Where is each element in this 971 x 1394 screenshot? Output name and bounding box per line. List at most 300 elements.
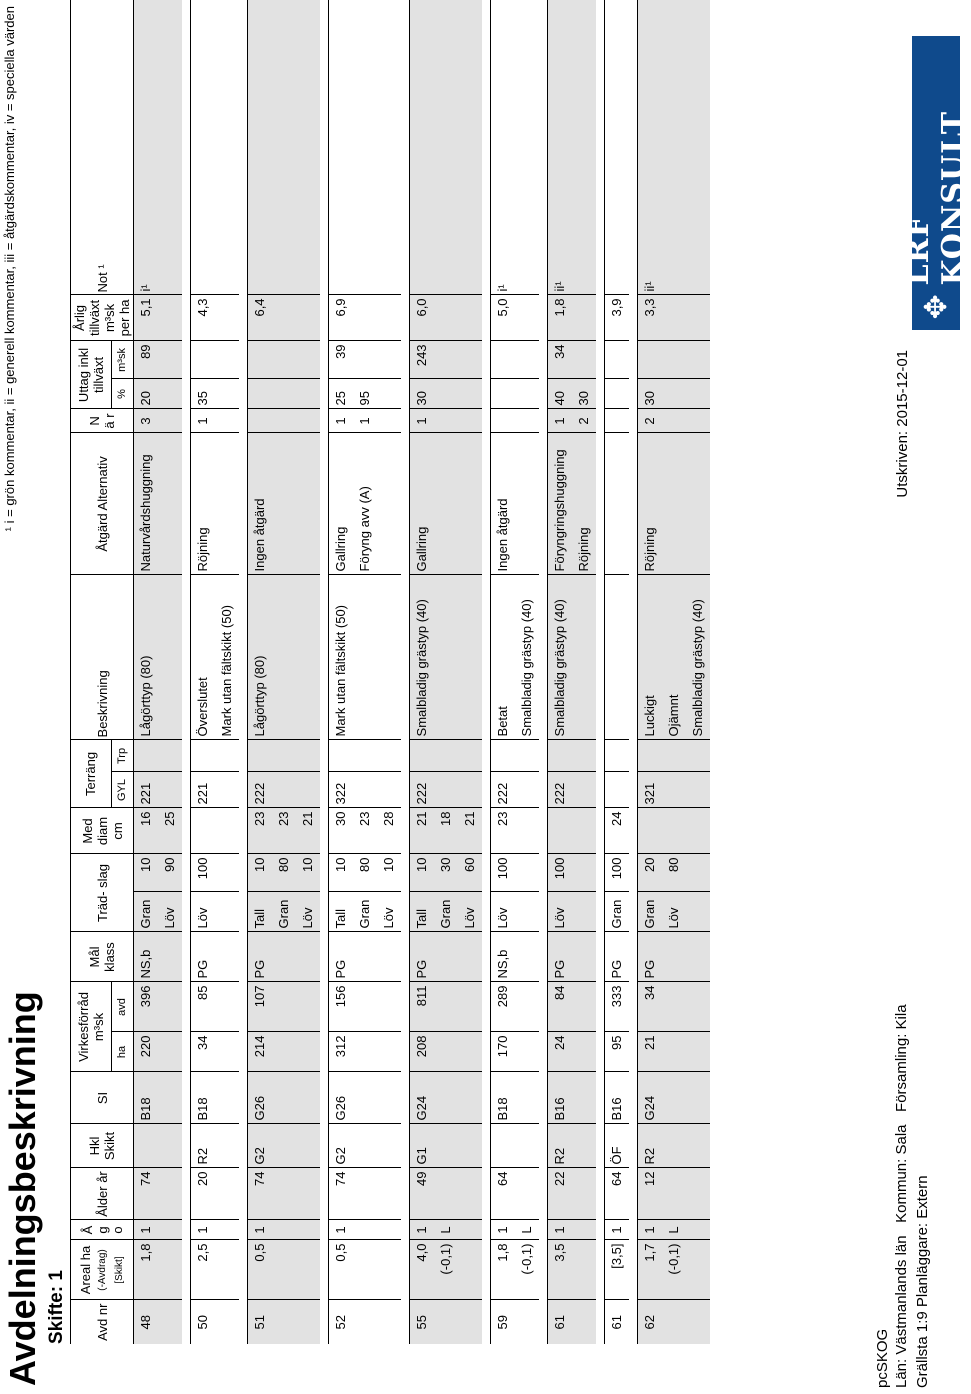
table-cell <box>410 740 435 772</box>
table-cell: Löv <box>458 892 482 932</box>
table-cell <box>458 433 482 575</box>
table-cell <box>191 341 216 379</box>
table-cell: Gran <box>272 892 296 932</box>
table-cell: 48 <box>134 1300 159 1344</box>
table-cell <box>296 932 320 982</box>
table-cell: Lågörttyp (80) <box>248 575 273 740</box>
table-cell <box>272 1240 296 1300</box>
table-cell: 49 <box>410 1168 435 1220</box>
table-body <box>134 0 711 1344</box>
table-cell <box>296 1240 320 1300</box>
table-cell <box>377 379 401 409</box>
table-row <box>434 0 458 1344</box>
col-virkesforrad: Virkesförråd m³sk <box>71 982 112 1072</box>
table-cell <box>662 1124 686 1168</box>
table-cell: Röjning <box>638 433 663 575</box>
table-cell: Mark utan fältskikt (50) <box>215 575 239 740</box>
table-cell <box>605 575 630 740</box>
table-cell <box>272 1124 296 1168</box>
table-cell <box>353 740 377 772</box>
table-cell <box>662 1072 686 1124</box>
table-cell: Gran <box>605 892 630 932</box>
table-cell: 10 <box>134 854 159 892</box>
table-cell: i¹ <box>491 0 516 295</box>
table-cell: 34 <box>191 1032 216 1072</box>
col-uttag: Uttag inkl tillväxt <box>71 341 112 409</box>
table-cell: PG <box>329 932 354 982</box>
table-cell <box>377 1124 401 1168</box>
col-avd-nr: Avd nr <box>71 1300 134 1344</box>
table-cell <box>515 982 539 1032</box>
table-cell: 289 <box>491 982 516 1032</box>
table-cell <box>458 341 482 379</box>
table-cell: B18 <box>491 1072 516 1124</box>
table-cell: 50 <box>191 1300 216 1344</box>
table-cell <box>410 0 435 295</box>
table-cell <box>329 0 354 295</box>
col-beskrivning: Beskrivning <box>71 575 134 740</box>
table-cell <box>458 0 482 295</box>
col-trp: Trp <box>111 740 133 772</box>
property-line: Grällsta 1:9 Planläggare: Extern <box>914 1175 931 1388</box>
table-cell: 6,0 <box>410 295 435 341</box>
table-row <box>491 0 516 1344</box>
table-cell: R2 <box>191 1124 216 1168</box>
table-cell <box>605 740 630 772</box>
col-arlig-tillvaxt: Årlig tillväxt m³sk per ha <box>71 295 134 341</box>
table-cell: i¹ <box>134 0 159 295</box>
col-malklass: Mål klass <box>71 932 134 982</box>
table-cell: 20 <box>134 379 159 409</box>
table-cell: 84 <box>548 982 573 1032</box>
skifte-label: Skifte: 1 <box>46 1270 67 1344</box>
col-not: Not ¹ <box>71 0 134 295</box>
table-cell <box>296 409 320 433</box>
table-row <box>377 0 401 1344</box>
table-cell: 1 <box>410 1220 435 1240</box>
table-cell: 220 <box>134 1032 159 1072</box>
table-cell <box>377 982 401 1032</box>
table-cell: 34 <box>548 341 573 379</box>
table-cell <box>158 379 182 409</box>
table-cell <box>272 433 296 575</box>
table-cell <box>515 295 539 341</box>
table-cell <box>686 0 710 295</box>
spacer-cell <box>182 0 191 1344</box>
table-cell <box>572 1168 596 1220</box>
table-cell <box>515 341 539 379</box>
table-cell: 95 <box>605 1032 630 1072</box>
table-cell <box>686 982 710 1032</box>
table-cell: PG <box>548 932 573 982</box>
table-cell <box>458 772 482 808</box>
col-atgard: Åtgärd Alternativ <box>71 433 134 575</box>
table-cell <box>515 932 539 982</box>
row-spacer <box>596 0 605 1344</box>
table-cell: 100 <box>548 854 573 892</box>
table-cell: 23 <box>353 808 377 854</box>
table-cell: Tall <box>329 892 354 932</box>
table-cell <box>434 740 458 772</box>
table-cell <box>272 1220 296 1240</box>
table-cell <box>686 433 710 575</box>
table-row <box>215 0 239 1344</box>
table-cell <box>491 409 516 433</box>
table-cell <box>158 772 182 808</box>
table-cell: 23 <box>248 808 273 854</box>
table-cell <box>434 1032 458 1072</box>
table-cell <box>458 982 482 1032</box>
table-cell <box>158 409 182 433</box>
table-cell: 21 <box>458 808 482 854</box>
table-cell: Tall <box>248 892 273 932</box>
table-cell <box>686 932 710 982</box>
table-cell: G24 <box>638 1072 663 1124</box>
table-cell <box>272 932 296 982</box>
table-cell: Luckigt <box>638 575 663 740</box>
table-cell <box>662 1168 686 1220</box>
table-cell: 222 <box>248 772 273 808</box>
table-cell <box>515 1072 539 1124</box>
table-row <box>329 0 354 1344</box>
col-med-diam: Med diam cm <box>71 808 134 854</box>
spacer-cell <box>401 0 410 1344</box>
table-cell <box>215 433 239 575</box>
table-cell <box>215 740 239 772</box>
table-cell <box>515 808 539 854</box>
table-cell: Överslutet <box>191 575 216 740</box>
table-cell <box>572 1220 596 1240</box>
table-cell: G1 <box>410 1124 435 1168</box>
table-cell <box>377 1032 401 1072</box>
table-row <box>572 0 596 1344</box>
table-cell <box>515 433 539 575</box>
table-cell <box>572 341 596 379</box>
table-cell: 30 <box>572 379 596 409</box>
table-cell: 1 <box>605 1220 630 1240</box>
table-cell: 74 <box>134 1168 159 1220</box>
table-cell <box>215 1072 239 1124</box>
table-cell: 322 <box>329 772 354 808</box>
table-cell <box>158 982 182 1032</box>
table-cell: 0,5 <box>329 1240 354 1300</box>
table-cell: 85 <box>191 982 216 1032</box>
table-cell: 1 <box>329 409 354 433</box>
table-cell: PG <box>191 932 216 982</box>
spacer-cell <box>482 0 491 1344</box>
table-cell: 221 <box>191 772 216 808</box>
table-cell <box>272 772 296 808</box>
table-cell <box>215 409 239 433</box>
table-cell: 61 <box>605 1300 630 1344</box>
table-header <box>71 0 134 1344</box>
table-cell: Mark utan fältskikt (50) <box>329 575 354 740</box>
table-cell: G26 <box>248 1072 273 1124</box>
table-cell <box>434 1300 458 1344</box>
table-cell <box>377 295 401 341</box>
table-cell <box>215 932 239 982</box>
table-cell <box>353 0 377 295</box>
table-cell <box>215 982 239 1032</box>
table-row <box>191 0 216 1344</box>
table-cell: Gran <box>353 892 377 932</box>
table-cell: 80 <box>662 854 686 892</box>
table-cell: 23 <box>272 808 296 854</box>
table-cell <box>377 1072 401 1124</box>
table-cell <box>353 295 377 341</box>
table-cell: 1 <box>191 409 216 433</box>
table-cell: 90 <box>158 854 182 892</box>
table-cell <box>662 932 686 982</box>
table-cell: 18 <box>434 808 458 854</box>
table-cell <box>296 982 320 1032</box>
row-spacer <box>482 0 491 1344</box>
col-nar: N ä r <box>71 409 134 433</box>
logo-diamond-icon: ✥ <box>919 294 953 320</box>
stand-table <box>70 0 710 1344</box>
table-cell <box>434 1072 458 1124</box>
table-cell: 1 <box>548 409 573 433</box>
table-cell: 62 <box>638 1300 663 1344</box>
row-spacer <box>239 0 248 1344</box>
table-cell <box>605 379 630 409</box>
table-cell <box>377 1220 401 1240</box>
table-cell <box>572 575 596 740</box>
table-cell <box>272 1300 296 1344</box>
table-cell <box>434 295 458 341</box>
forsamling-label: Församling: Kila <box>893 1004 910 1112</box>
table-cell <box>353 1240 377 1300</box>
table-cell <box>605 0 630 295</box>
table-cell <box>662 433 686 575</box>
table-cell <box>434 1168 458 1220</box>
table-cell: (-0,1) <box>434 1240 458 1300</box>
table-cell: Gran <box>638 892 663 932</box>
table-row <box>662 0 686 1344</box>
table-cell: 10 <box>248 854 273 892</box>
table-row <box>296 0 320 1344</box>
table-cell: 100 <box>191 854 216 892</box>
table-cell <box>296 1300 320 1344</box>
col-areal <box>71 1240 134 1300</box>
table-cell: 107 <box>248 982 273 1032</box>
table-cell: 1,7 <box>638 1240 663 1300</box>
table-cell <box>515 1124 539 1168</box>
table-cell: 321 <box>638 772 663 808</box>
table-cell <box>686 1168 710 1220</box>
table-cell <box>638 740 663 772</box>
col-vf-ha: ha <box>111 1032 133 1072</box>
col-ago: Å g o <box>71 1220 134 1240</box>
table-cell <box>434 1124 458 1168</box>
footnote-legend: ¹ i = grön kommentar, ii = generell kommentar, iii = åtgärdskommentar, iv = speciella värden <box>2 6 17 532</box>
table-cell: 30 <box>638 379 663 409</box>
table-cell <box>548 740 573 772</box>
table-cell: 208 <box>410 1032 435 1072</box>
table-cell: 312 <box>329 1032 354 1072</box>
table-cell: 64 <box>605 1168 630 1220</box>
table-cell: 6,9 <box>329 295 354 341</box>
table-cell <box>377 740 401 772</box>
table-cell <box>215 0 239 295</box>
table-cell: Smalbladig grästyp (40) <box>548 575 573 740</box>
table-cell <box>272 1072 296 1124</box>
table-cell: 30 <box>410 379 435 409</box>
table-cell <box>662 740 686 772</box>
table-cell: 1 <box>410 409 435 433</box>
table-cell <box>158 1072 182 1124</box>
table-cell: 95 <box>353 379 377 409</box>
table-cell: L <box>434 1220 458 1240</box>
table-cell: 22 <box>548 1168 573 1220</box>
areal-sub-label: (-Avdrag) [Skikt] <box>96 1249 125 1291</box>
table-cell <box>548 808 573 854</box>
table-cell: 64 <box>491 1168 516 1220</box>
table-cell: 25 <box>158 808 182 854</box>
table-cell: 10 <box>377 854 401 892</box>
table-cell: 74 <box>248 1168 273 1220</box>
table-cell <box>458 295 482 341</box>
table-cell <box>638 808 663 854</box>
table-cell <box>572 982 596 1032</box>
table-cell <box>377 772 401 808</box>
table-cell <box>458 1072 482 1124</box>
table-cell <box>296 1168 320 1220</box>
table-cell <box>377 932 401 982</box>
table-cell <box>353 772 377 808</box>
table-cell <box>662 1300 686 1344</box>
table-cell <box>686 379 710 409</box>
table-cell <box>686 1032 710 1072</box>
table-cell <box>158 341 182 379</box>
table-cell: 5,0 <box>491 295 516 341</box>
table-cell <box>191 740 216 772</box>
table-cell <box>458 1240 482 1300</box>
table-cell <box>158 575 182 740</box>
table-cell <box>434 379 458 409</box>
table-cell: 1,8 <box>548 295 573 341</box>
table-cell <box>458 1220 482 1240</box>
table-row <box>638 0 663 1344</box>
table-cell: G2 <box>248 1124 273 1168</box>
table-cell <box>686 808 710 854</box>
table-cell: 10 <box>296 854 320 892</box>
table-cell <box>272 1168 296 1220</box>
table-cell <box>458 409 482 433</box>
spacer-cell <box>320 0 329 1344</box>
row-spacer <box>401 0 410 1344</box>
table-cell: PG <box>410 932 435 982</box>
table-cell: PG <box>248 932 273 982</box>
table-cell: 24 <box>548 1032 573 1072</box>
table-cell <box>458 575 482 740</box>
table-cell: 1,8 <box>491 1240 516 1300</box>
row-spacer <box>320 0 329 1344</box>
table-cell <box>248 341 273 379</box>
col-si: SI <box>71 1072 134 1124</box>
table-cell <box>158 1168 182 1220</box>
table-cell <box>296 575 320 740</box>
table-cell: 61 <box>548 1300 573 1344</box>
table-cell <box>686 295 710 341</box>
table-cell: Lågörttyp (80) <box>134 575 159 740</box>
table-cell <box>434 409 458 433</box>
table-cell <box>158 932 182 982</box>
table-cell <box>434 341 458 379</box>
table-cell <box>686 740 710 772</box>
logo-text: LRF KONSULT <box>901 110 971 286</box>
table-cell <box>458 1124 482 1168</box>
table-cell <box>686 341 710 379</box>
table-cell <box>248 379 273 409</box>
table-cell <box>605 433 630 575</box>
table-cell: 1 <box>548 1220 573 1240</box>
table-cell <box>662 409 686 433</box>
table-cell <box>515 1032 539 1072</box>
table-cell <box>377 433 401 575</box>
table-cell: G24 <box>410 1072 435 1124</box>
table-cell <box>215 379 239 409</box>
table-cell <box>329 740 354 772</box>
table-cell <box>515 1168 539 1220</box>
table-cell: Föryngringshuggning <box>548 433 573 575</box>
table-cell <box>572 1072 596 1124</box>
table-cell: 39 <box>329 341 354 379</box>
table-cell: 5,1 <box>134 295 159 341</box>
table-cell <box>662 341 686 379</box>
table-cell: NS,b <box>491 932 516 982</box>
table-cell: 221 <box>134 772 159 808</box>
table-cell: 16 <box>134 808 159 854</box>
table-cell <box>158 1124 182 1168</box>
table-cell: 1 <box>248 1220 273 1240</box>
table-cell <box>158 1220 182 1240</box>
table-cell <box>272 295 296 341</box>
table-row <box>158 0 182 1344</box>
table-cell: 222 <box>491 772 516 808</box>
table-cell <box>215 295 239 341</box>
table-cell: G26 <box>329 1072 354 1124</box>
table-cell <box>515 379 539 409</box>
table-cell <box>662 379 686 409</box>
table-cell: R2 <box>638 1124 663 1168</box>
table-cell: 2 <box>638 409 663 433</box>
table-cell: 1,8 <box>134 1240 159 1300</box>
table-cell: Gran <box>434 892 458 932</box>
table-cell <box>458 379 482 409</box>
table-cell <box>272 982 296 1032</box>
table-cell: 3 <box>134 409 159 433</box>
table-cell <box>515 740 539 772</box>
table-cell <box>296 1072 320 1124</box>
table-cell: B18 <box>191 1072 216 1124</box>
table-cell <box>353 1124 377 1168</box>
table-cell <box>572 1300 596 1344</box>
row-spacer <box>539 0 548 1344</box>
table-row <box>248 0 273 1344</box>
table-cell: 74 <box>329 1168 354 1220</box>
table-cell: 80 <box>353 854 377 892</box>
table-cell <box>296 740 320 772</box>
table-cell <box>686 1240 710 1300</box>
table-cell: Smalbladig grästyp (40) <box>515 575 539 740</box>
table-cell <box>605 772 630 808</box>
table-cell: Röjning <box>191 433 216 575</box>
col-alder: Ålder år <box>71 1168 134 1220</box>
table-cell <box>377 1300 401 1344</box>
table-cell: 1 <box>638 1220 663 1240</box>
table-cell: 40 <box>548 379 573 409</box>
